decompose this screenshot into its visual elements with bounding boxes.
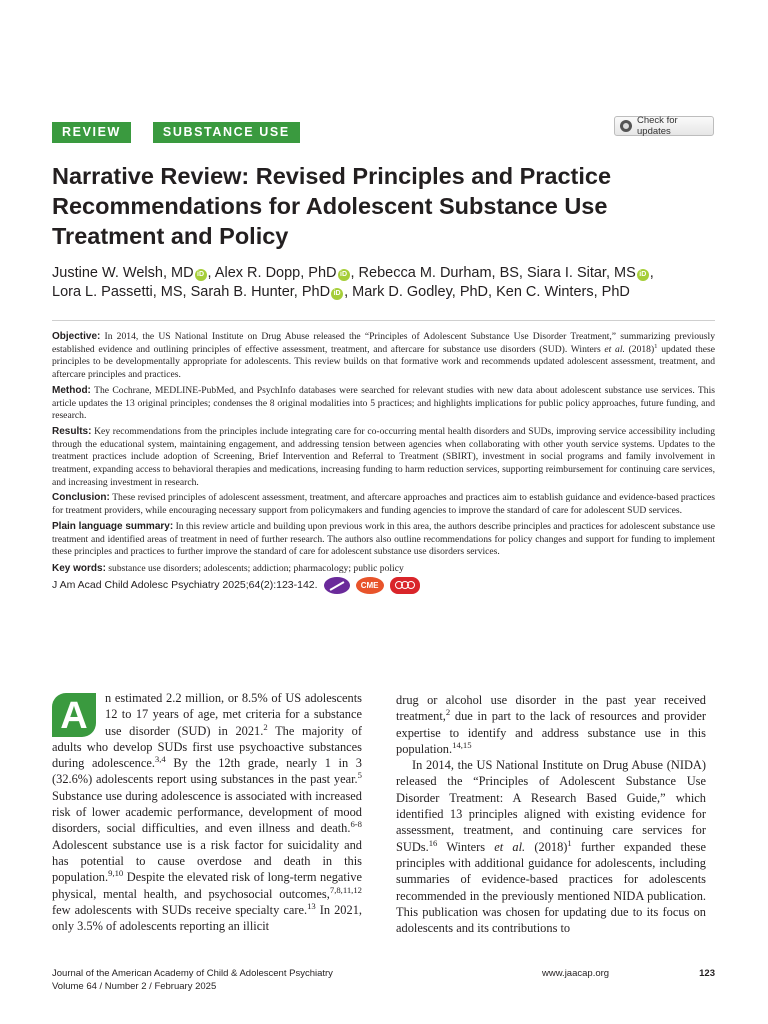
abstract-objective xyxy=(52,331,715,382)
tag-substance-use: SUBSTANCE USE xyxy=(153,122,300,143)
ref-link[interactable]: 2 xyxy=(445,707,451,718)
journal-name: Journal of the American Academy of Child & Adolescent Psychiatry xyxy=(52,968,333,979)
author-godley-winters: , Mark D. Godley, PhD, Ken C. Winters, PhD xyxy=(344,284,630,300)
article-title: Narrative Review: Revised Principles and Practice Recommendations for Adolescent Substance Use Treatment and Policy xyxy=(52,163,612,249)
plain-language-label: Plain language summary: xyxy=(52,520,174,532)
objective-year: (2018) xyxy=(624,343,655,355)
body-text: few adolescents with SUDs receive specialty care. xyxy=(52,902,308,917)
author-separator: , xyxy=(649,265,654,281)
objective-text-2: updated these principles to be developmentally appropriate for adolescents. This review builds on that formative work and recommends updated adolescent assessment, treatment, and aftercare principles and practices. xyxy=(52,343,715,381)
page-number: 123 xyxy=(699,968,715,979)
drop-cap: A xyxy=(52,693,96,737)
body-paragraph xyxy=(52,690,362,934)
results-text: Key recommendations from the principles include integrating care for co-occurring mental health disorders and SUDs, improving service accessibility including through the educational system, maintaining engagement, and addressing tension between agencies when collaborating with other youth service systems. Updates to the treatment practices include adoption of Screening, Brief Intervention and Referral to Treatment (SBIRT), investment in social programs and family involvement in treatment, expanding access to behavioral therapies and medications, increasing funding to harm reduction services, supporting reimbursement for continuing care services, and increasing investment in research. xyxy=(52,425,715,488)
body-text: In 2014, the US National Institute on Drug Abuse (NIDA) released the “Principles of Adolescent Substance Use Disorder Treatment: A Research Based Guide,” which identified 13 principles aligned with existing evidence for assessment, treatment, and continuing care services for SUDs. xyxy=(396,758,706,854)
orcid-icon[interactable]: iD xyxy=(338,269,350,281)
objective-text: In 2014, the US National Institute on Drug Abuse released the “Principles of Adolescent Substance Use Disorder Treatment,” summarizing previously established evidence and outlining principles of effective assessment, treatment, and aftercare for substance use disorders (SUD). Winters xyxy=(52,331,715,355)
ref-link[interactable]: 2 xyxy=(263,721,268,732)
author-dopp: , Alex R. Dopp, PhD xyxy=(207,265,337,281)
author-list xyxy=(52,264,732,302)
method-text: The Cochrane, MEDLINE-PubMed, and PsychInfo databases were searched for relevant studies with new data about adolescent substance use services. This article updates the 13 original principles; condenses the 8 original modalities into 5 practices; and highlights implications for public policy approaches, future funding, and research. xyxy=(52,384,715,422)
abstract-plain-language xyxy=(52,521,715,559)
ref-link[interactable]: 7,8,11,12 xyxy=(329,884,362,895)
body-text: drug or alcohol use disorder in the past year received treatment, xyxy=(396,693,706,724)
body-paragraph xyxy=(396,757,706,936)
conclusion-label: Conclusion: xyxy=(52,492,110,504)
ref-link[interactable]: 13 xyxy=(307,900,316,911)
orcid-icon[interactable]: iD xyxy=(195,269,207,281)
author-welsh: Justine W. Welsh, MD xyxy=(52,265,194,281)
article-tags xyxy=(52,122,300,143)
objective-ref[interactable]: 1 xyxy=(654,342,658,350)
rings-icon[interactable] xyxy=(390,577,420,594)
pen-icon[interactable] xyxy=(324,577,350,594)
keywords xyxy=(52,562,715,575)
orcid-icon[interactable]: iD xyxy=(331,288,343,300)
citation-line xyxy=(52,577,715,594)
plain-language-text: In this review article and building upon previous work in this area, the authors describe principles and practices for adolescent substance use treatment and identified areas of treatment in need of further research. The authors also outline recommendations for policy changes and support for funding to implement these principles and practices to further improve the standard of care for adolescent substance use disorders services. xyxy=(52,520,715,558)
journal-volume: Volume 64 / Number 2 / February 2025 xyxy=(52,981,217,992)
abstract-conclusion xyxy=(52,492,715,517)
body-text: Despite the elevated risk of long-term negative physical, mental health, and psychosocial outcomes, xyxy=(52,870,362,901)
author-passetti-hunter: Lora L. Passetti, MS, Sarah B. Hunter, PhD xyxy=(52,284,331,300)
objective-label: Objective: xyxy=(52,331,101,342)
body-paragraph xyxy=(396,692,706,757)
objective-etal: et al. xyxy=(604,343,625,355)
body-text: n estimated 2.2 million, or 8.5% of US adolescents 12 to 17 years of age, met criteria for a substance use disorder (SUD) in 2021. xyxy=(105,691,362,738)
keywords-label: Key words: xyxy=(52,562,106,574)
abstract xyxy=(52,320,715,594)
body-text: In 2021, only 3.5% of adolescents reporting an illicit xyxy=(52,902,362,934)
check-updates-icon xyxy=(620,120,632,132)
conclusion-text: These revised principles of adolescent assessment, treatment, and aftercare approaches and practices aim to establish guidance and evidence-based practices for treatment providers, while encouraging necessary support from policymakers and funding agencies to improve the standard of care for adolescent SUD services. xyxy=(52,492,715,517)
body-text: Substance use during adolescence is associated with increased risk of lower academic performance, development of mood disorders, social difficulties, and even illness and death. xyxy=(52,788,362,836)
journal-info xyxy=(52,967,333,993)
ref-link[interactable]: 9,10 xyxy=(108,868,124,879)
check-for-updates-button[interactable] xyxy=(614,116,714,136)
citation-text: J Am Acad Child Adolesc Psychiatry 2025;64(2):123-142. xyxy=(52,579,318,592)
abstract-method xyxy=(52,385,715,423)
body-etal: et al. xyxy=(494,839,526,854)
ref-link[interactable]: 14,15 xyxy=(452,739,472,750)
body-text: further expanded these principles with additional guidance for adolescents, including summaries of evidence-based practices for adolescents recommended in the previously mentioned NIDA publication. This publication was chosen for updating due to its focus on adolescents and its contributions to xyxy=(396,839,706,936)
body-text: Adolescent substance use is a risk factor for suicidality and has potential to cause overdose and death in this population. xyxy=(52,837,362,885)
ref-link[interactable]: 1 xyxy=(567,837,572,848)
keywords-text: substance use disorders; adolescents; addiction; pharmacology; public policy xyxy=(105,562,404,574)
ref-link[interactable]: 5 xyxy=(357,770,362,781)
check-updates-label: Check for updates xyxy=(637,115,678,137)
tag-review: REVIEW xyxy=(52,122,131,143)
cme-badge[interactable]: CME xyxy=(356,577,384,594)
body-text: Winters xyxy=(437,839,495,854)
orcid-icon[interactable]: iD xyxy=(637,269,649,281)
journal-website-link[interactable]: www.jaacap.org xyxy=(542,968,610,979)
body-text: (2018) xyxy=(525,839,568,854)
body-column-left xyxy=(52,690,362,934)
body-column-right xyxy=(396,692,706,936)
ref-link[interactable]: 16 xyxy=(428,837,438,848)
author-durham-sitar: , Rebecca M. Durham, BS, Siara I. Sitar, MS xyxy=(350,265,636,281)
abstract-results xyxy=(52,426,715,490)
ref-link[interactable]: 3,4 xyxy=(154,754,166,765)
method-label: Method: xyxy=(52,384,91,396)
body-text: due in part to the lack of resources and provider expertise to identify and address substance use in this population. xyxy=(396,709,706,756)
body-text: The majority of adults who develop SUDs first use psychoactive substances during adolescence. xyxy=(52,723,362,771)
ref-link[interactable]: 6-8 xyxy=(350,819,362,830)
body-text: By the 12th grade, nearly 1 in 3 (32.6%) adolescents report using substances in the past year. xyxy=(52,756,362,787)
results-label: Results: xyxy=(52,425,92,437)
